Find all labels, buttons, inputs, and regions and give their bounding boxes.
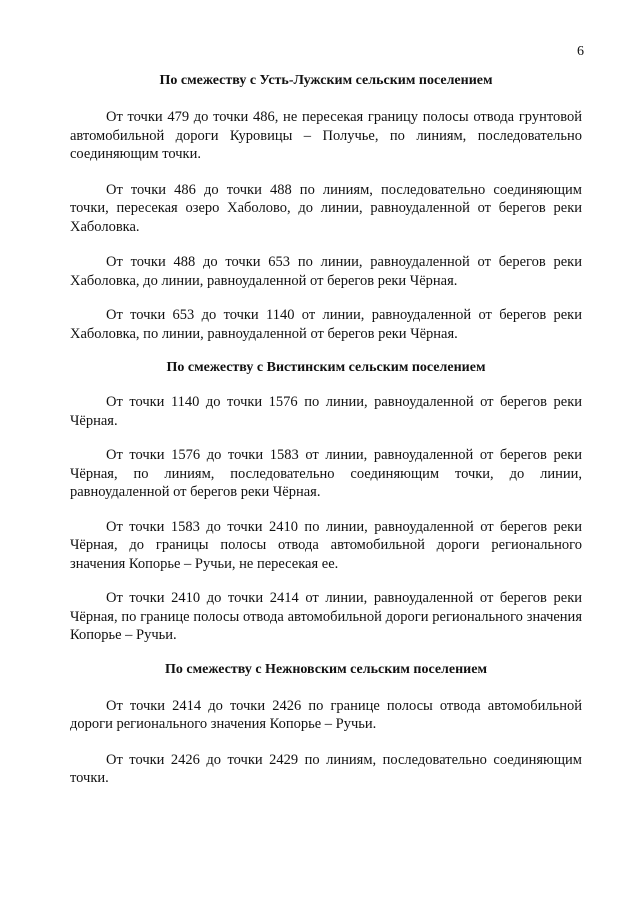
paragraph: От точки 2414 до точки 2426 по границе полосы отвода автомобильной дороги регионального значения Копорье – Ручьи. bbox=[70, 697, 582, 732]
paragraph: От точки 2426 до точки 2429 по линиям, последовательно соединяющим точки. bbox=[70, 751, 582, 786]
paragraph: От точки 479 до точки 486, не пересекая границу полосы отвода грунтовой автомобильной дороги Куровицы – Получье, по линиям, последовательно соединяющим точки. bbox=[70, 109, 582, 162]
section-heading-ust-luga: По смежеству с Усть-Лужским сельским поселением bbox=[159, 73, 493, 88]
paragraph: От точки 488 до точки 653 по линии, равноудаленной от берегов реки Хаболовка, до линии, равноудаленной от берегов реки Чёрная. bbox=[70, 254, 582, 289]
section-heading-vistino: По смежеству с Вистинским сельским поселением bbox=[166, 360, 486, 375]
paragraph: От точки 1140 до точки 1576 по линии, равноудаленной от берегов реки Чёрная. bbox=[70, 394, 582, 429]
paragraph: От точки 1576 до точки 1583 от линии, равноудаленной от берегов реки Чёрная, по линиям, последовательно соединяющим точки, до линии, равноудаленной от берегов реки Чёрная. bbox=[70, 447, 582, 500]
paragraph: От точки 653 до точки 1140 от линии, равноудаленной от берегов реки Хаболовка, по линии, равноудаленной от берегов реки Чёрная. bbox=[70, 307, 582, 342]
paragraph: От точки 1583 до точки 2410 по линии, равноудаленной от берегов реки Чёрная, до границы полосы отвода автомобильной дороги регионального значения Копорье – Ручьи, не пересекая ее. bbox=[70, 518, 582, 572]
document-body bbox=[70, 72, 582, 788]
paragraph: От точки 486 до точки 488 по линиям, последовательно соединяющим точки, пересекая озеро Хаболово, до линии, равноудаленной от берегов реки Хаболовка. bbox=[70, 181, 582, 235]
section-heading-nezhnovo: По смежеству с Нежновским сельским поселением bbox=[164, 661, 488, 677]
page-number: 6 bbox=[577, 44, 584, 59]
paragraph: От точки 2410 до точки 2414 от линии, равноудаленной от берегов реки Чёрная, по границе полосы отвода автомобильной дороги регионального значения Копорье – Ручьи. bbox=[70, 590, 582, 643]
